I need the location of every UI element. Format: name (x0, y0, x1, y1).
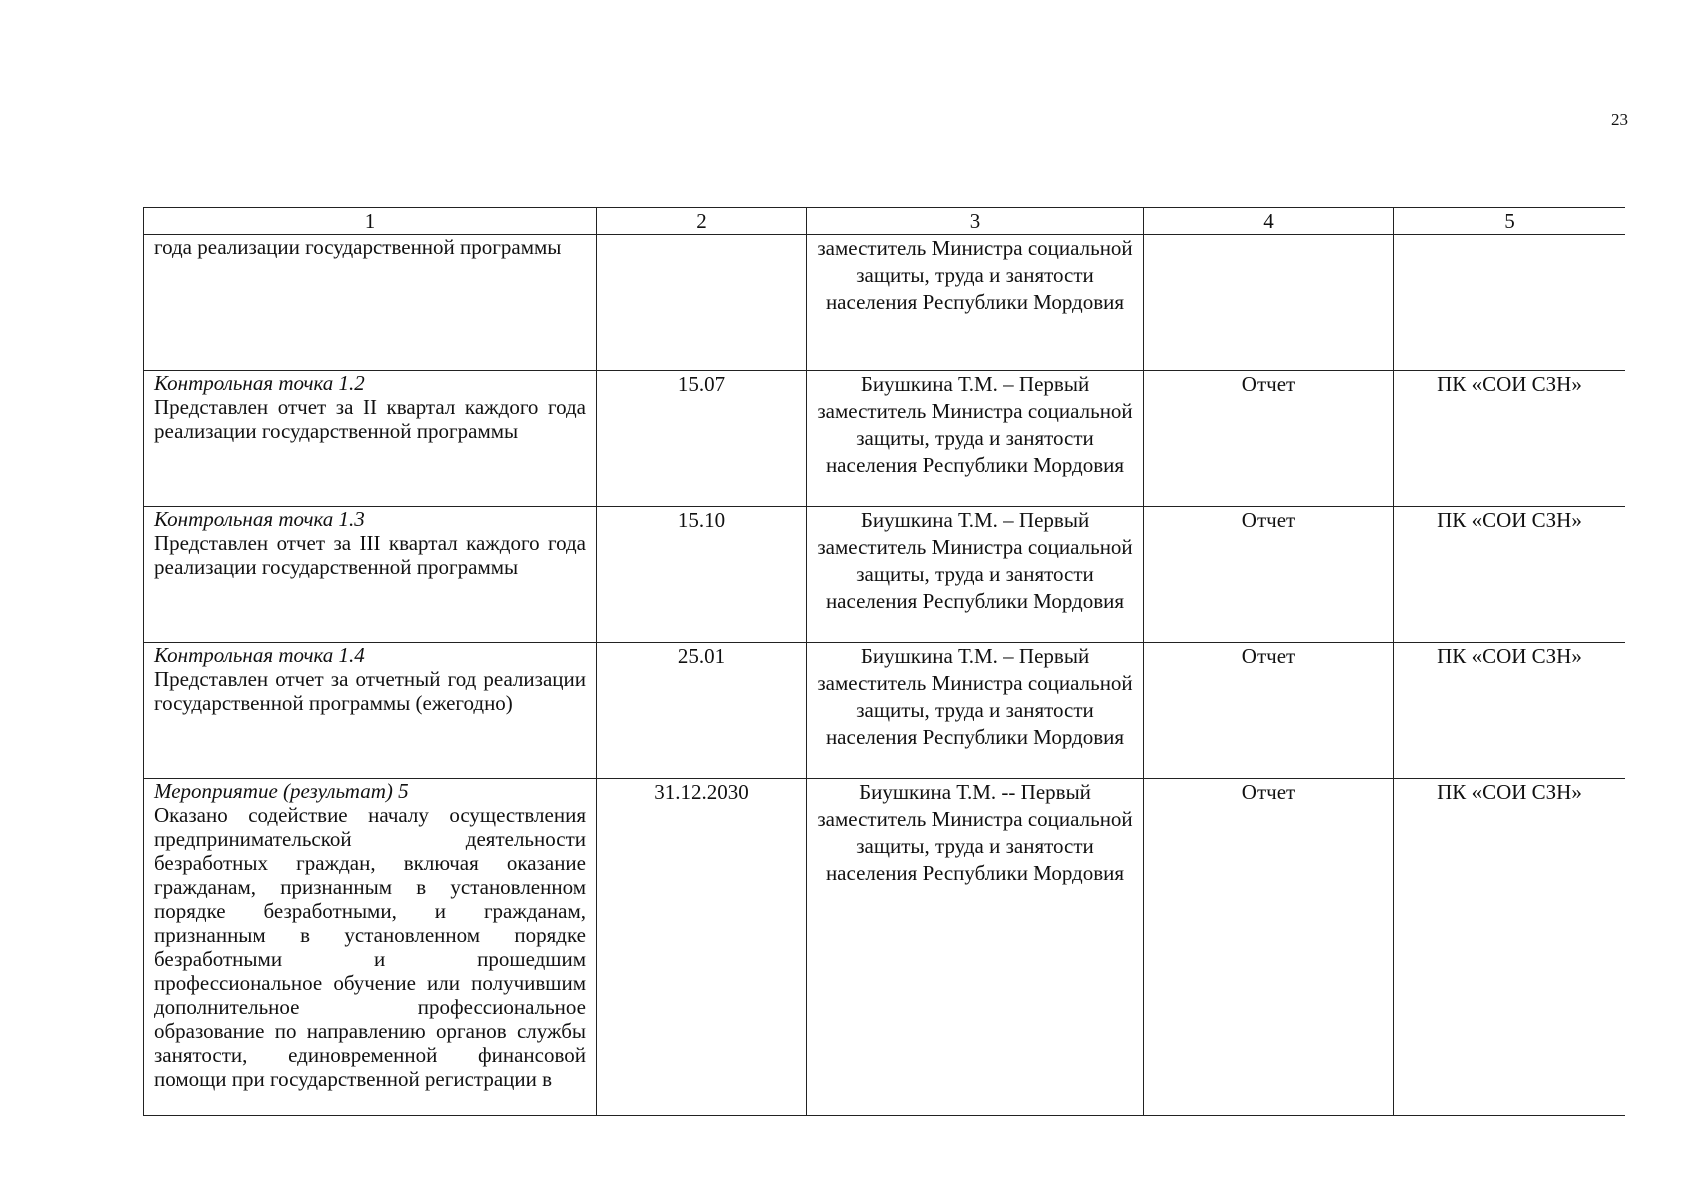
row-date: 31.12.2030 (597, 779, 807, 1117)
row-system: ПК «СОИ СЗН» (1394, 371, 1626, 507)
table-row (144, 371, 1626, 507)
row-title: Контрольная точка 1.4 (154, 643, 365, 667)
row-responsible: Биушкина Т.М. – Первый заместитель Министра социальной защиты, труда и занятости населения Республики Мордовия (807, 507, 1144, 643)
row-document: Отчет (1144, 643, 1394, 779)
row-title: Контрольная точка 1.3 (154, 507, 365, 531)
row-date: 15.10 (597, 507, 807, 643)
row-description: Оказано содействие началу осуществления предпринимательской деятельности безработных граждан, включая оказание гражданам, признанным в установленном порядке безработными, и гражданам, признанным в установленном порядке безработными и прошедшим профессиональное обучение или получившим дополнительное профессиональное образование по направлению органов службы занятости, единовременной финансовой помощи при государственной регистрации в (154, 803, 586, 1091)
column-header-5: 5 (1394, 208, 1626, 235)
row-document: Отчет (1144, 371, 1394, 507)
row-description: Представлен отчет за III квартал каждого года реализации государственной программы (154, 531, 586, 579)
row-description-cell (144, 507, 597, 643)
column-header-3: 3 (807, 208, 1144, 235)
row-date: 25.01 (597, 643, 807, 779)
row-system: ПК «СОИ СЗН» (1394, 779, 1626, 1117)
plan-table (143, 207, 1625, 1116)
row-description: Представлен отчет за II квартал каждого года реализации государственной программы (154, 395, 586, 443)
column-header-4: 4 (1144, 208, 1394, 235)
table-header-row (144, 208, 1626, 235)
table-row (144, 235, 1626, 371)
row-document: Отчет (1144, 507, 1394, 643)
row-title: Мероприятие (результат) 5 (154, 779, 409, 803)
row-responsible: Биушкина Т.М. -- Первый заместитель Министра социальной защиты, труда и занятости населения Республики Мордовия (807, 779, 1144, 1117)
row-responsible: Биушкина Т.М. – Первый заместитель Министра социальной защиты, труда и занятости населения Республики Мордовия (807, 371, 1144, 507)
row-title: Контрольная точка 1.2 (154, 371, 365, 395)
column-header-2: 2 (597, 208, 807, 235)
row-date (597, 235, 807, 371)
row-document (1144, 235, 1394, 371)
row-responsible: Биушкина Т.М. – Первый заместитель Министра социальной защиты, труда и занятости населения Республики Мордовия (807, 643, 1144, 779)
row-responsible: заместитель Министра социальной защиты, труда и занятости населения Республики Мордовия (807, 235, 1144, 371)
row-system (1394, 235, 1626, 371)
row-description-cell (144, 235, 597, 371)
row-document: Отчет (1144, 779, 1394, 1117)
row-description-cell (144, 371, 597, 507)
row-system: ПК «СОИ СЗН» (1394, 643, 1626, 779)
row-description-cell (144, 779, 597, 1117)
table-row (144, 643, 1626, 779)
row-description: года реализации государственной программы (154, 235, 562, 259)
row-date: 15.07 (597, 371, 807, 507)
plan-table-container (143, 207, 1625, 1116)
table-row (144, 779, 1626, 1117)
page-number: 23 (1611, 110, 1628, 129)
column-header-1: 1 (144, 208, 597, 235)
row-description: Представлен отчет за отчетный год реализации государственной программы (ежегодно) (154, 667, 586, 715)
table-row (144, 507, 1626, 643)
row-system: ПК «СОИ СЗН» (1394, 507, 1626, 643)
row-description-cell (144, 643, 597, 779)
